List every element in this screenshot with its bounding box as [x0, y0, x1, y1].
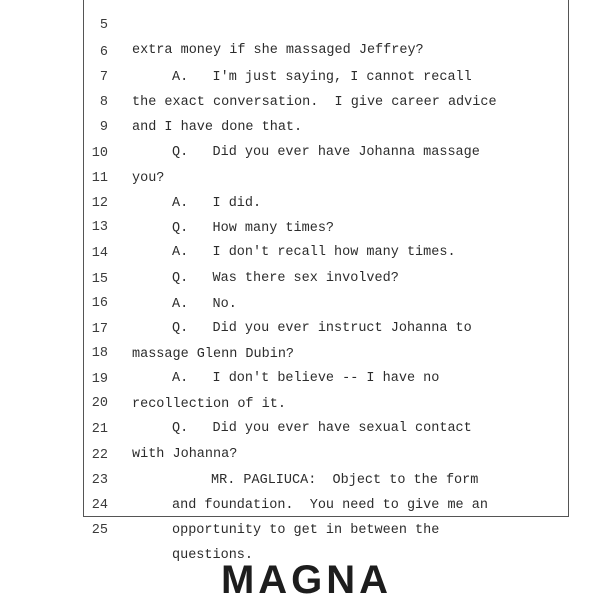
line-text: Q. How many times? [172, 221, 335, 236]
line-number: 6 [99, 45, 108, 60]
line-number: 18 [91, 346, 108, 361]
line-text: opportunity to get in between the [172, 523, 440, 538]
line-number: 13 [91, 220, 108, 235]
line-number: 10 [91, 146, 108, 161]
transcript-line [0, 0, 613, 58]
line-number: 21 [91, 422, 108, 437]
line-number: 14 [91, 246, 108, 261]
line-text: with Johanna? [132, 447, 238, 462]
line-number: 23 [91, 473, 108, 488]
line-text: you? [132, 171, 165, 186]
line-text: questions. [172, 548, 254, 563]
line-text: A. I don't recall how many times. [172, 245, 456, 260]
line-number: 5 [99, 18, 108, 33]
line-number: 15 [91, 272, 108, 287]
line-text: Q. Was there sex involved? [172, 271, 399, 286]
line-text: and I have done that. [132, 120, 303, 135]
line-text: Q. Did you ever have Johanna massage [172, 145, 480, 160]
line-text: A. I don't believe -- I have no [172, 371, 440, 386]
line-number: 24 [91, 498, 108, 513]
line-text: A. No. [172, 297, 237, 312]
line-text: recollection of it. [132, 397, 286, 412]
line-number: 19 [91, 372, 108, 387]
line-number: 16 [91, 296, 108, 311]
line-text: MR. PAGLIUCA: Object to the form [211, 473, 479, 488]
line-number: 8 [99, 95, 108, 110]
line-text: the exact conversation. I give career advice [132, 95, 497, 110]
line-text: massage Glenn Dubin? [132, 347, 295, 362]
line-number: 11 [91, 171, 108, 186]
line-number: 17 [91, 322, 108, 337]
line-text: Q. Did you ever instruct Johanna to [172, 321, 472, 336]
line-text: extra money if she massaged Jeffrey? [132, 43, 424, 58]
line-text: Q. Did you ever have sexual contact [172, 421, 472, 436]
line-number: 9 [99, 120, 108, 135]
line-number: 25 [91, 523, 108, 538]
line-number: 12 [91, 196, 108, 211]
line-text: A. I did. [172, 196, 262, 211]
footer-logo: MAGNA [220, 558, 393, 602]
line-text: and foundation. You need to give me an [172, 498, 488, 513]
line-number: 22 [91, 448, 108, 463]
line-number: 20 [91, 396, 108, 411]
line-text: A. I'm just saying, I cannot recall [172, 70, 472, 85]
line-number: 7 [99, 70, 108, 85]
